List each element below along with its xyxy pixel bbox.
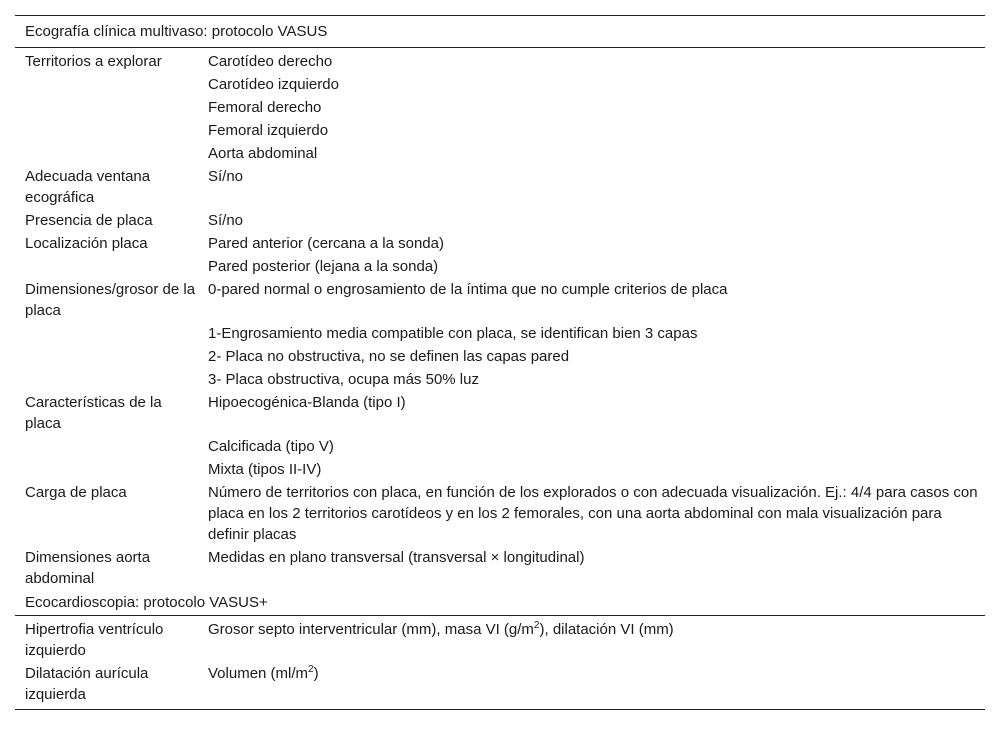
table-row [15, 345, 985, 368]
row-value: Grosor septo interventricular (mm), masa VI $(g/m^2)$, dilatación VI (mm) [208, 620, 674, 638]
row-value: Aorta abdominal [208, 145, 318, 162]
row-value: Volumen $(ml/m^2)$ [198, 662, 985, 710]
row-label: Dimensiones aorta abdominal [25, 549, 151, 587]
table-row [15, 481, 985, 546]
row-value: Pared anterior (cercana a la sonda) [208, 235, 444, 252]
section-header-row [15, 590, 985, 616]
table-row [15, 458, 985, 481]
row-value: Femoral derecho [208, 99, 322, 116]
row-value: 3- Placa obstructiva, ocupa más 50% luz [208, 371, 479, 388]
row-value: 2- Placa no obstructiva, no se definen las capas pared [208, 348, 570, 365]
row-value: Carotídeo derecho [208, 53, 333, 70]
row-value: 0-pared normal o engrosamiento de la íntima que no cumple criterios de placa [208, 281, 728, 298]
table-row [15, 616, 985, 663]
row-label: Carga de placa [25, 484, 127, 501]
protocol-table-container [15, 15, 985, 710]
row-value: Mixta (tipos II-IV) [208, 461, 322, 478]
row-value: Calcificada (tipo V) [208, 438, 334, 455]
row-value: 1-Engrosamiento media compatible con placa, se identifican bien 3 capas [208, 325, 698, 342]
table-row [15, 662, 985, 710]
protocol-table [15, 15, 985, 710]
row-value: Femoral izquierdo [208, 122, 329, 139]
row-label: Dimensiones/grosor de la placa [25, 281, 196, 319]
table-row [15, 368, 985, 391]
row-value: Número de territorios con placa, en función de los explorados o con adecuada visualización. Ej.: 4/4 para casos con placa en los 2 territorios carotídeos y en los 2 femorales, con una aorta abdominal con mala visualización para definir placas [208, 484, 978, 543]
table-row [15, 435, 985, 458]
row-value: Carotídeo izquierdo [208, 76, 339, 93]
section-title-vasus: Ecografía clínica multivaso: protocolo VASUS [15, 16, 985, 48]
row-value: Hipoecogénica-Blanda (tipo I) [208, 394, 406, 411]
table-row [15, 119, 985, 142]
row-label: Presencia de placa [25, 212, 153, 229]
row-value: Pared posterior (lejana a la sonda) [208, 258, 439, 275]
row-value: Medidas en plano transversal (transversal × longitudinal) [208, 549, 585, 566]
table-row [15, 278, 985, 322]
table-row [15, 255, 985, 278]
row-value: Sí/no [208, 168, 244, 185]
row-label: Características de la placa [25, 394, 162, 432]
row-value: Sí/no [208, 212, 244, 229]
table-row [15, 209, 985, 232]
row-label: Adecuada ventana ecográfica [25, 168, 151, 206]
section-header-row [15, 16, 985, 48]
row-label: Territorios a explorar [25, 53, 162, 70]
table-row [15, 165, 985, 209]
table-row [15, 48, 985, 74]
table-row [15, 142, 985, 165]
table-row [15, 232, 985, 255]
row-label: Hipertrofia ventrículo izquierdo [25, 621, 164, 659]
row-label: Localización placa [25, 235, 148, 252]
table-row [15, 322, 985, 345]
table-row [15, 73, 985, 96]
table-row [15, 96, 985, 119]
table-row [15, 546, 985, 590]
table-row [15, 391, 985, 435]
section-title-vasus-plus: Ecocardioscopia: protocolo VASUS+ [15, 590, 985, 616]
row-label: Dilatación aurícula izquierda [15, 662, 198, 710]
